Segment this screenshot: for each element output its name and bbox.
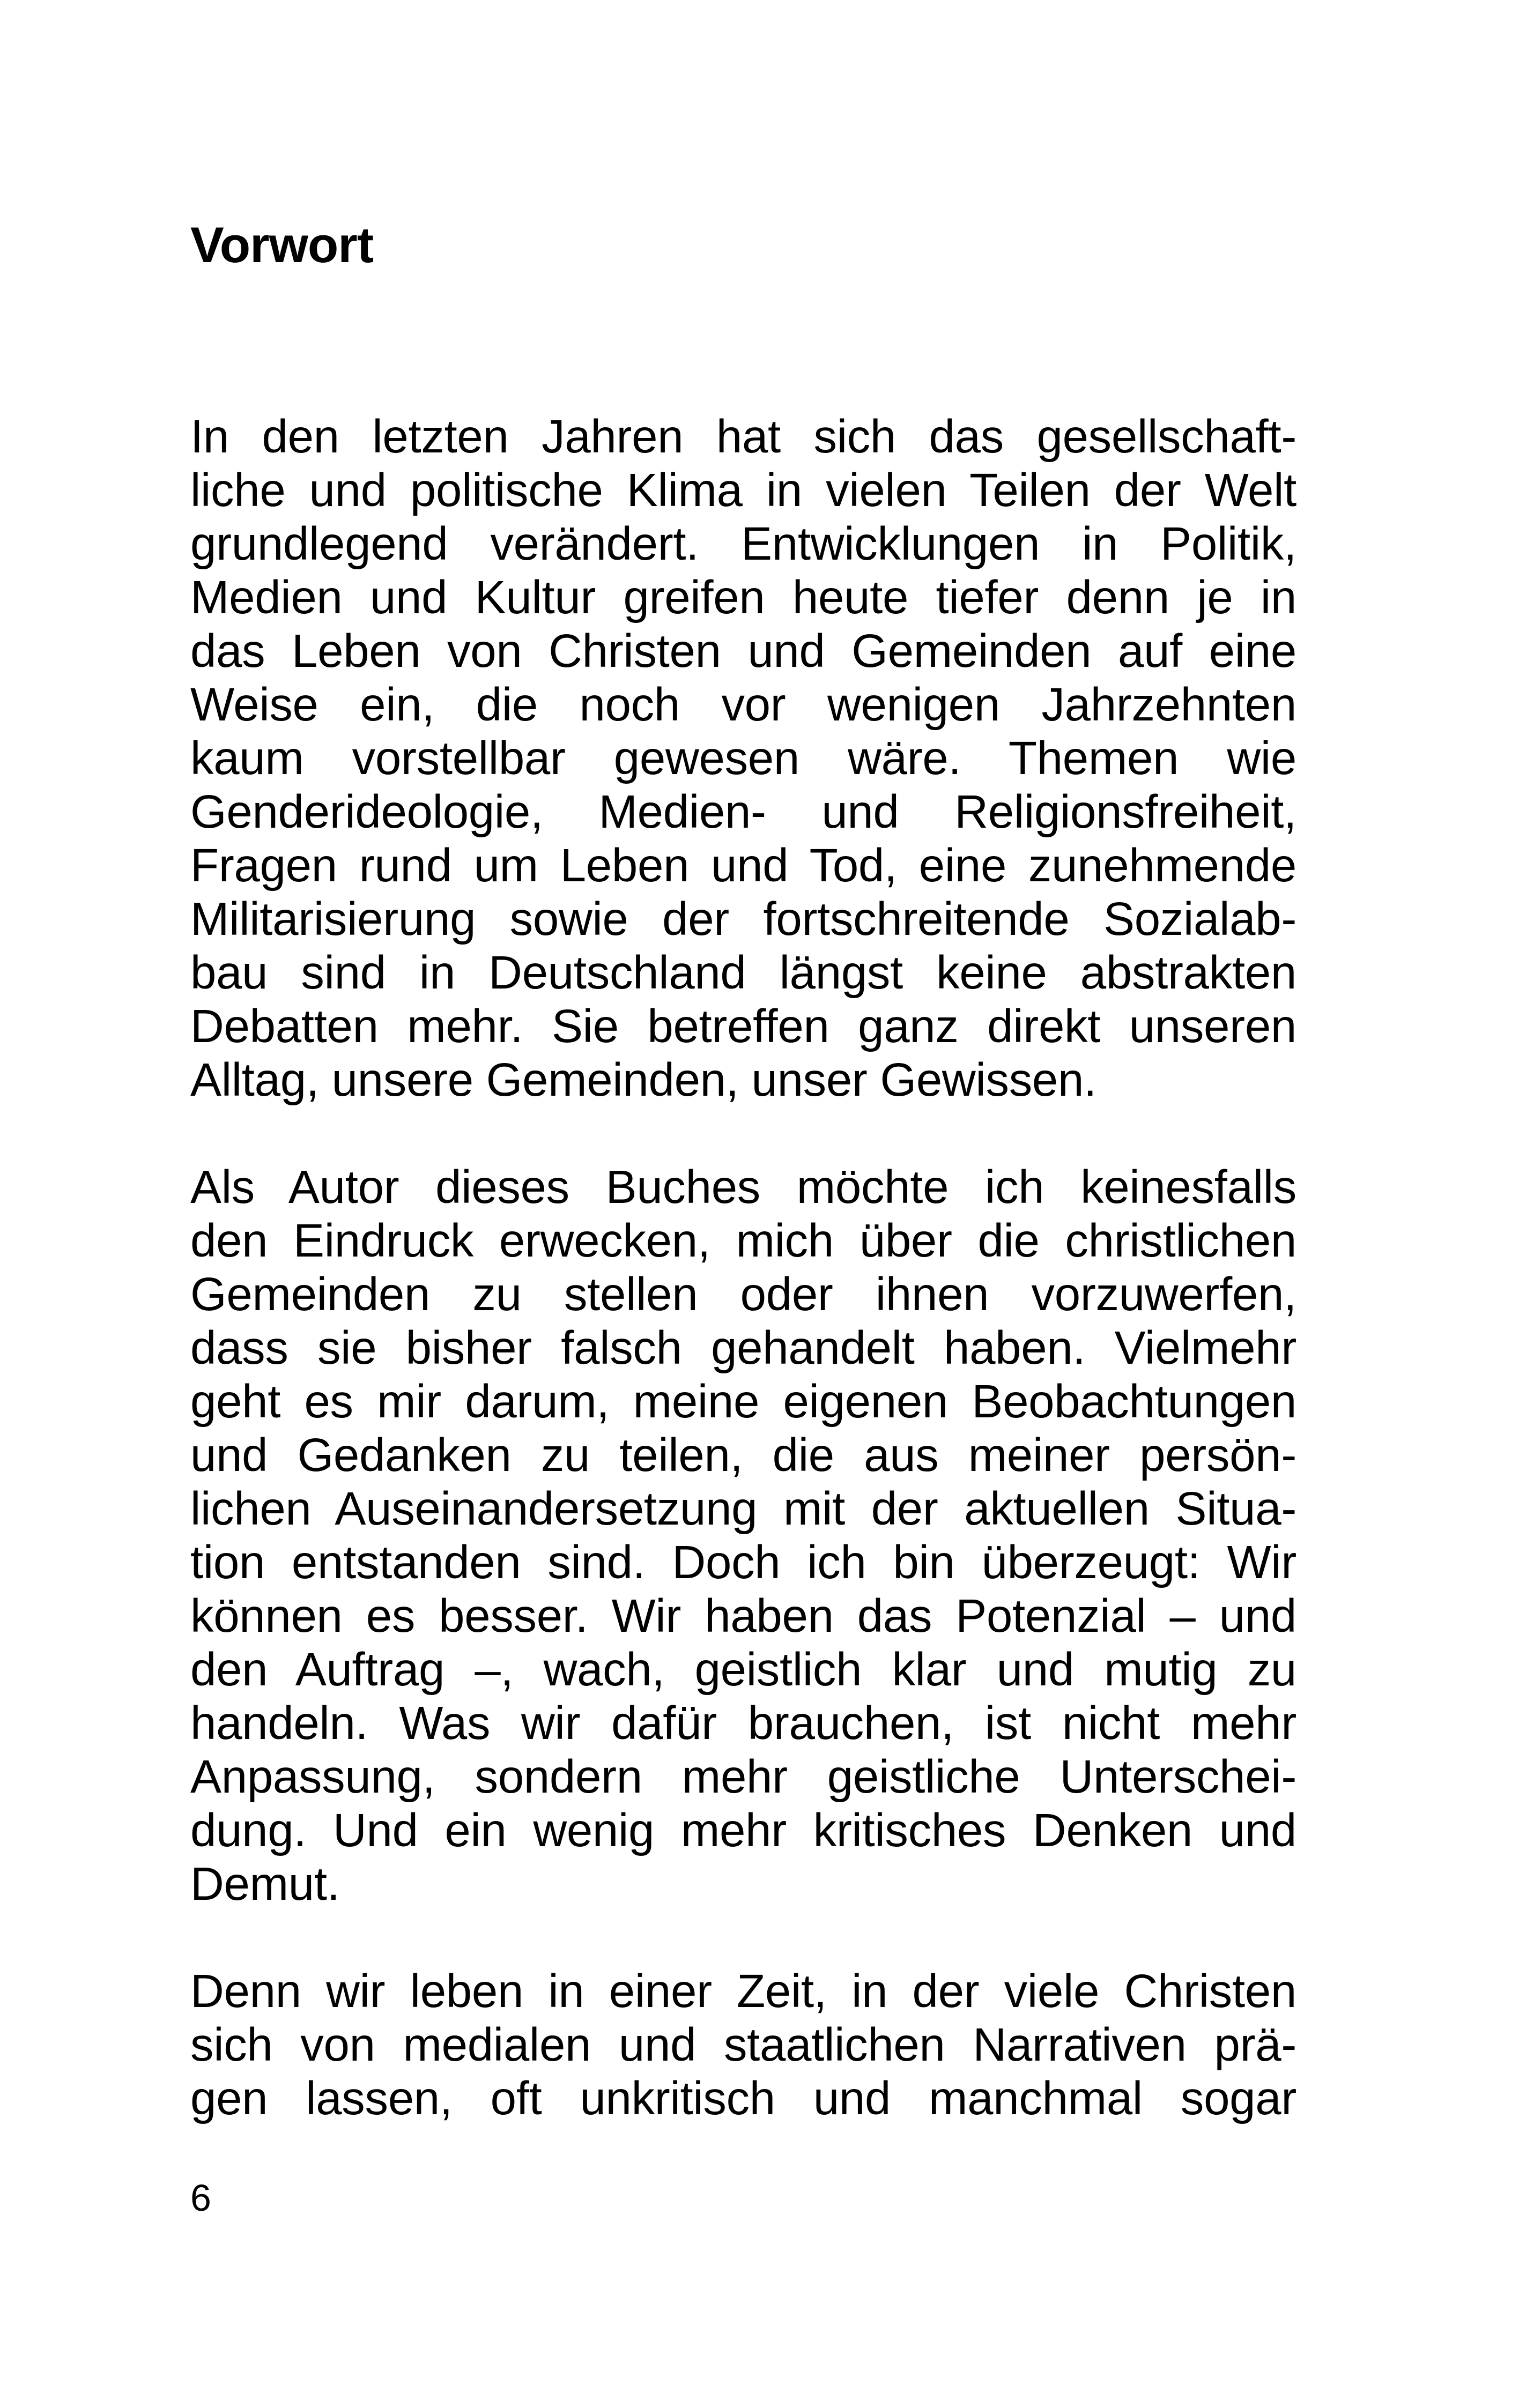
text-line: das Leben von Christen und Gemeinden auf eine	[190, 625, 1296, 677]
text-line: geht es mir darum, meine eigenen Beobachtungen	[190, 1376, 1296, 1428]
text-line: Gemeinden zu stellen oder ihnen vorzuwerfen,	[190, 1268, 1296, 1320]
body-text	[190, 410, 1296, 2179]
text-line: Fragen rund um Leben und Tod, eine zunehmende	[190, 839, 1296, 891]
text-line: Demut.	[190, 1858, 340, 1910]
text-line: dung. Und ein wenig mehr kritisches Denken und	[190, 1804, 1296, 1856]
text-line: können es besser. Wir haben das Potenzial – und	[190, 1590, 1296, 1642]
page-number: 6	[190, 2177, 211, 2219]
text-line: Als Autor dieses Buches möchte ich keinesfalls	[190, 1161, 1296, 1213]
text-line: den Auftrag –, wach, geistlich klar und mutig zu	[190, 1644, 1296, 1696]
text-line: Medien und Kultur greifen heute tiefer denn je in	[190, 571, 1296, 623]
text-line: liche und politische Klima in vielen Teilen der Welt	[190, 464, 1296, 516]
text-line: Alltag, unsere Gemeinden, unser Gewissen.	[190, 1054, 1096, 1106]
paragraph-2	[190, 1161, 1296, 1911]
text-line: Genderideologie, Medien- und Religionsfreiheit,	[190, 786, 1296, 838]
text-line: Anpassung, sondern mehr geistliche Unterschei-	[190, 1751, 1296, 1803]
text-line: Denn wir leben in einer Zeit, in der viele Christen	[190, 1965, 1296, 2017]
text-line: tion entstanden sind. Doch ich bin überzeugt: Wir	[190, 1536, 1296, 1588]
text-line: lichen Auseinandersetzung mit der aktuellen Situa-	[190, 1483, 1296, 1535]
text-line: Weise ein, die noch vor wenigen Jahrzehnten	[190, 679, 1296, 731]
paragraph-1	[190, 410, 1296, 1107]
text-line: Militarisierung sowie der fortschreitende Sozialab-	[190, 893, 1296, 945]
text-line: handeln. Was wir dafür brauchen, ist nicht mehr	[190, 1697, 1296, 1749]
paragraph-3	[190, 1965, 1296, 2125]
text-line: grundlegend verändert. Entwicklungen in Politik,	[190, 518, 1296, 570]
text-line: bau sind in Deutschland längst keine abstrakten	[190, 947, 1296, 999]
text-line: den Eindruck erwecken, mich über die christlichen	[190, 1215, 1296, 1267]
chapter-heading: Vorwort	[190, 217, 374, 273]
text-line: dass sie bisher falsch gehandelt haben. Vielmehr	[190, 1322, 1296, 1374]
text-line: gen lassen, oft unkritisch und manchmal sogar	[190, 2072, 1296, 2124]
text-line: und Gedanken zu teilen, die aus meiner persön-	[190, 1429, 1296, 1481]
text-line: kaum vorstellbar gewesen wäre. Themen wie	[190, 732, 1296, 784]
text-line: In den letzten Jahren hat sich das gesellschaft-	[190, 411, 1296, 463]
text-line: Debatten mehr. Sie betreffen ganz direkt unseren	[190, 1000, 1296, 1052]
text-line: sich von medialen und staatlichen Narrativen prä-	[190, 2019, 1296, 2071]
